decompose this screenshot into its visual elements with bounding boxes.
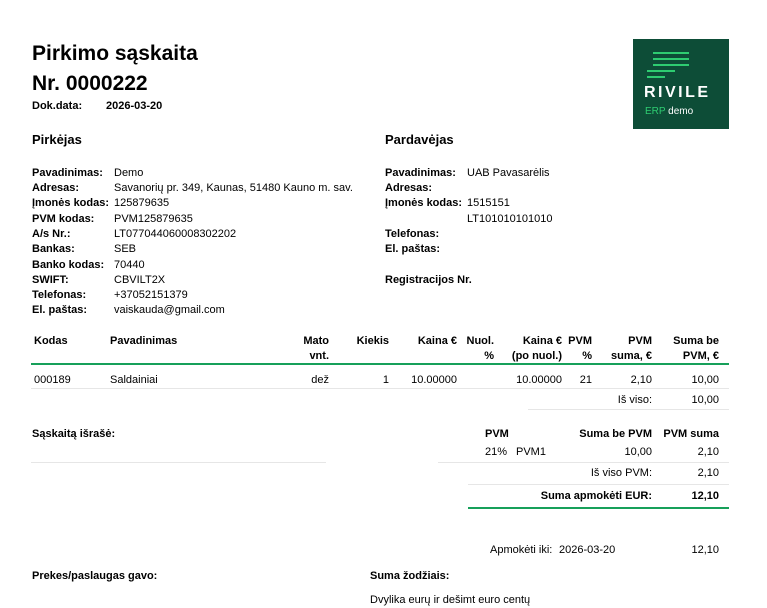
items-total-label: Iš viso: [617, 394, 652, 406]
cell-name: Saldainiai [110, 374, 158, 386]
vat-summary-divider [438, 462, 729, 463]
due-label: Apmokėti iki: [490, 544, 553, 556]
issued-by-signature-line [31, 462, 326, 463]
pay-total-divider [468, 507, 729, 509]
buyer-label: Banko kodas: [32, 259, 105, 271]
due-date: 2026-03-20 [559, 544, 616, 556]
buyer-label: Įmonės kodas: [32, 197, 110, 209]
total-vat-value: 2,10 [697, 467, 719, 479]
buyer-value: 125879635 [114, 197, 170, 209]
buyer-value: 70440 [114, 259, 145, 271]
cell-vat-sum: 2,10 [630, 374, 652, 386]
total-vat-divider [468, 484, 729, 485]
cell-code: 000189 [34, 374, 71, 386]
buyer-label: Telefonas: [32, 289, 87, 301]
buyer-value: SEB [114, 243, 137, 255]
row-divider [31, 388, 729, 389]
doc-date-label: Dok.data: [32, 100, 83, 112]
logo-sub-demo: demo [668, 106, 694, 117]
buyer-label: SWIFT: [32, 274, 69, 286]
seller-label: Telefonas: [385, 228, 440, 240]
col-vat-sum-2: suma, € [611, 350, 652, 362]
cell-net: 10,00 [691, 374, 719, 386]
col-discount-2: % [484, 350, 494, 362]
cell-price-disc: 10.00000 [516, 374, 562, 386]
col-unit: Mato [303, 335, 329, 347]
buyer-label: El. paštas: [32, 304, 88, 316]
due-amount: 12,10 [691, 544, 719, 556]
seller-value: LT101010101010 [467, 213, 553, 225]
buyer-value: LT077044060008302202 [114, 228, 237, 240]
received-by-label: Prekes/paslaugas gavo: [32, 570, 158, 582]
col-net: Suma be [673, 335, 719, 347]
seller-label: Registracijos Nr. [385, 274, 472, 286]
cell-qty: 1 [382, 374, 389, 386]
seller-heading: Pardavėjas [385, 132, 454, 147]
seller-label: El. paštas: [385, 243, 441, 255]
buyer-email[interactable]: vaiskauda@gmail.com [114, 304, 225, 316]
seller-label: Adresas: [385, 182, 433, 194]
pay-total-label: Suma apmokėti EUR: [540, 490, 652, 502]
seller-label: Pavadinimas: [385, 167, 456, 179]
col-price-disc-2: (po nuol.) [511, 350, 562, 362]
col-vat-2: % [582, 350, 592, 362]
seller-value: UAB Pavasarėlis [467, 167, 550, 179]
col-discount: Nuol. [466, 335, 494, 347]
buyer-label: Pavadinimas: [32, 167, 103, 179]
buyer-value: CBVILT2X [114, 274, 166, 286]
buyer-label: A/s Nr.: [32, 228, 71, 240]
table-header-divider [31, 363, 729, 365]
logo-brand: RIVILE [644, 84, 711, 101]
sum-in-words-label: Suma žodžiais: [370, 570, 450, 582]
buyer-heading: Pirkėjas [32, 132, 82, 147]
document-number: Nr. 0000222 [32, 72, 148, 95]
buyer-value: PVM125879635 [114, 213, 193, 225]
vat-summary-col-net: Suma be PVM [579, 428, 652, 440]
rivile-logo [633, 39, 729, 129]
col-qty: Kiekis [356, 335, 389, 347]
buyer-value: Savanorių pr. 349, Kaunas, 51480 Kauno m. sav. [114, 182, 353, 194]
items-total-value: 10,00 [691, 394, 719, 406]
seller-value: 1515151 [467, 197, 510, 209]
issued-by-label: Sąskaitą išrašė: [32, 428, 116, 440]
buyer-value: +37052151379 [114, 289, 188, 301]
doc-date-value: 2026-03-20 [106, 100, 163, 112]
cell-unit: dež [311, 374, 329, 386]
seller-label: Įmonės kodas: [385, 197, 463, 209]
total-divider [528, 409, 729, 410]
buyer-label: PVM kodas: [32, 213, 95, 225]
buyer-label: Adresas: [32, 182, 80, 194]
col-code: Kodas [34, 335, 68, 347]
sum-in-words-text: Dvylika eurų ir dešimt euro centų [370, 594, 531, 606]
cell-vat: 21 [579, 374, 592, 386]
logo-sub-erp: ERP [645, 106, 666, 117]
pay-total-value: 12,10 [691, 490, 719, 502]
col-price: Kaina € [417, 335, 457, 347]
total-vat-label: Iš viso PVM: [590, 467, 652, 479]
vat-summary-col-vat-sum: PVM suma [663, 428, 719, 440]
vat-summary-vat-sum: 2,10 [697, 446, 719, 458]
vat-summary-code: PVM1 [516, 446, 546, 458]
col-net-2: PVM, € [682, 350, 719, 362]
vat-summary-col-vat: PVM [485, 428, 509, 440]
col-vat-sum: PVM [628, 335, 652, 347]
col-unit-2: vnt. [309, 350, 329, 362]
cell-price: 10.00000 [411, 374, 457, 386]
buyer-value: Demo [114, 167, 144, 179]
buyer-label: Bankas: [32, 243, 75, 255]
col-name: Pavadinimas [110, 335, 178, 347]
col-price-disc: Kaina € [522, 335, 562, 347]
document-title: Pirkimo sąskaita [32, 42, 198, 65]
vat-summary-net: 10,00 [624, 446, 652, 458]
col-vat: PVM [568, 335, 592, 347]
vat-summary-rate: 21% [485, 446, 508, 458]
